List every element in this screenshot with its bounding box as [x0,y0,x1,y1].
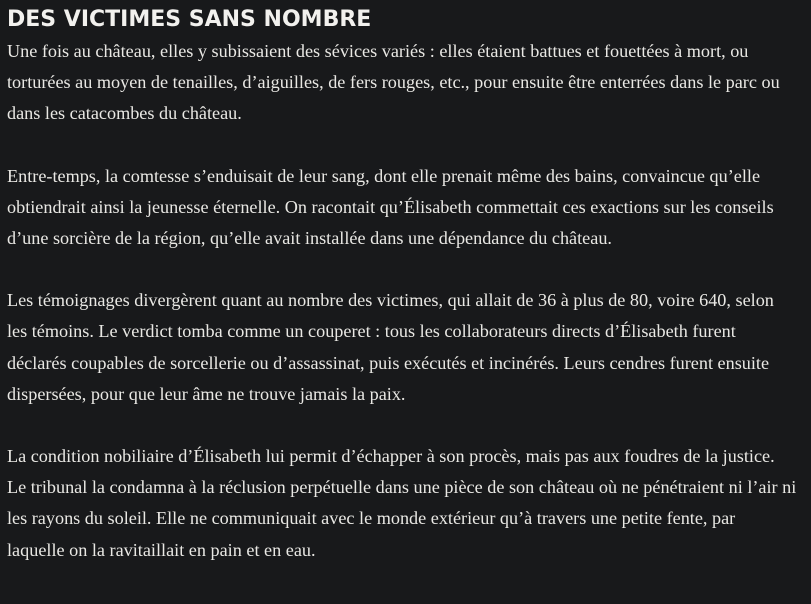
article-body [7,36,811,566]
paragraph-4: La condition nobiliaire d’Élisabeth lui permit d’échapper à son procès, mais pas aux foudres de la justice. Le tribunal la condamna à la réclusion perpétuelle dans une pièce de son château où ne pénétraient ni l’air ni les rayons du soleil. Elle ne communiquait avec le monde extérieur qu’à travers une petite fente, par laquelle on la ravitaillait en pain et en eau. [7,446,797,560]
section-heading: DES VICTIMES SANS NOMBRE [7,7,372,32]
paragraph-1: Une fois au château, elles y subissaient des sévices variés : elles étaient battues et fouettées à mort, ou torturées au moyen de tenailles, d’aiguilles, de fers rouges, etc., pour ensuite être enterrées dans le parc ou dans les catacombes du château. [7,41,780,124]
paragraph-2: Entre-temps, la comtesse s’enduisait de leur sang, dont elle prenait même des bains, convaincue qu’elle obtiendrait ainsi la jeunesse éternelle. On racontait qu’Élisabeth commettait ces exactions sur les conseils d’une sorcière de la région, qu’elle avait installée dans une dépendance du château. [7,165,774,249]
paragraph-3: Les témoignages divergèrent quant au nombre des victimes, qui allait de 36 à plus de 80, voire 640, selon les témoins. Le verdict tomba comme un couperet : tous les collaborateurs directs d’Élisabeth furent déclarés coupables de sorcellerie ou d’assassinat, puis exécutés et incinérés. Leurs cendres furent ensuite dispersées, pour que leur âme ne trouve jamais la paix. [7,290,774,404]
